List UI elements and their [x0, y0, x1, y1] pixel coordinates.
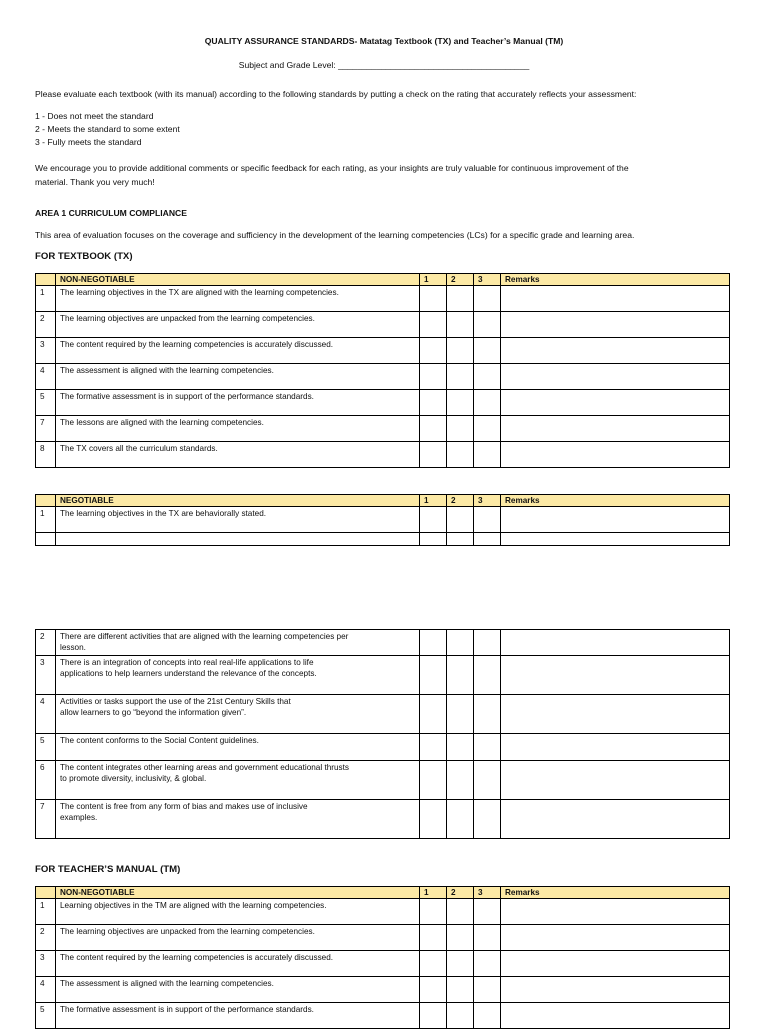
rating-1-cell[interactable]	[420, 286, 447, 312]
remarks-cell[interactable]	[501, 630, 730, 656]
rating-1: 1 - Does not meet the standard	[35, 111, 154, 121]
rating-3-cell[interactable]	[474, 734, 501, 761]
rating-2-cell[interactable]	[447, 899, 474, 925]
header-num-cell	[36, 887, 56, 899]
table-row	[36, 925, 730, 951]
row-number: 5	[36, 390, 56, 416]
area1-description: This area of evaluation focuses on the coverage and sufficiency in the development of the learning competencies (LCs) for a specific grade and learning area.	[35, 230, 635, 240]
row-standard: The assessment is aligned with the learning competencies.	[56, 364, 420, 390]
rating-1-cell[interactable]	[420, 1003, 447, 1029]
area1-title: AREA 1 CURRICULUM COMPLIANCE	[35, 208, 187, 218]
row-number: 2	[36, 312, 56, 338]
table-row	[36, 899, 730, 925]
rating-3-cell[interactable]	[474, 761, 501, 800]
tx-heading: FOR TEXTBOOK (TX)	[35, 251, 133, 262]
header-rating-2: 2	[447, 274, 474, 286]
rating-1-cell[interactable]	[420, 442, 447, 468]
header-rating-1: 1	[420, 887, 447, 899]
remarks-cell[interactable]	[501, 800, 730, 839]
row-line: examples.	[60, 813, 98, 822]
table-row	[36, 312, 730, 338]
row-number	[36, 533, 56, 546]
row-standard	[56, 800, 420, 839]
rating-1-cell[interactable]	[420, 761, 447, 800]
remarks-cell[interactable]	[501, 312, 730, 338]
row-standard: Learning objectives in the TM are aligned with the learning competencies.	[56, 899, 420, 925]
rating-2-cell[interactable]	[447, 734, 474, 761]
rating-1-cell[interactable]	[420, 695, 447, 734]
rating-2-cell[interactable]	[447, 416, 474, 442]
row-line: lesson.	[60, 643, 86, 652]
rating-2-cell[interactable]	[447, 761, 474, 800]
tx-negotiable-continued-table	[35, 629, 730, 839]
header-rating-2: 2	[447, 887, 474, 899]
remarks-cell[interactable]	[501, 338, 730, 364]
tm-heading: FOR TEACHER’S MANUAL (TM)	[35, 864, 181, 875]
rating-1-cell[interactable]	[420, 656, 447, 695]
rating-2-cell[interactable]	[447, 1003, 474, 1029]
row-number: 2	[36, 925, 56, 951]
row-line: allow learners to go “beyond the information given”.	[60, 708, 247, 717]
rating-1-cell[interactable]	[420, 977, 447, 1003]
rating-2-cell[interactable]	[447, 656, 474, 695]
remarks-cell[interactable]	[501, 977, 730, 1003]
rating-3-cell[interactable]	[474, 899, 501, 925]
header-category: NON-NEGOTIABLE	[56, 274, 420, 286]
remarks-cell[interactable]	[501, 761, 730, 800]
rating-3-cell[interactable]	[474, 800, 501, 839]
rating-3-cell[interactable]	[474, 312, 501, 338]
table-row	[36, 338, 730, 364]
instructions: Please evaluate each textbook (with its manual) according to the following standards by putting a check on the rating that accurately reflects your assessment:	[35, 89, 637, 99]
header-remarks: Remarks	[501, 495, 730, 507]
row-line: The content is free from any form of bias and makes use of inclusive	[60, 802, 308, 811]
row-standard: The TX covers all the curriculum standards.	[56, 442, 420, 468]
rating-2-cell[interactable]	[447, 695, 474, 734]
rating-2-cell[interactable]	[447, 364, 474, 390]
row-standard	[56, 656, 420, 695]
header-num-cell	[36, 495, 56, 507]
row-standard: The learning objectives are unpacked from the learning competencies.	[56, 312, 420, 338]
rating-2-cell[interactable]	[447, 800, 474, 839]
rating-2-cell[interactable]	[447, 533, 474, 546]
row-standard: The formative assessment is in support of the performance standards.	[56, 390, 420, 416]
tm-nonnegotiable-table	[35, 886, 730, 1029]
header-category: NON-NEGOTIABLE	[56, 887, 420, 899]
rating-1-cell[interactable]	[420, 630, 447, 656]
header-rating-3: 3	[474, 887, 501, 899]
row-standard: The lessons are aligned with the learning competencies.	[56, 416, 420, 442]
row-number: 3	[36, 656, 56, 695]
row-number: 1	[36, 286, 56, 312]
row-number: 1	[36, 507, 56, 533]
rating-3-cell[interactable]	[474, 507, 501, 533]
table-row	[36, 286, 730, 312]
rating-3-cell[interactable]	[474, 656, 501, 695]
row-standard	[56, 695, 420, 734]
row-line: applications to help learners understand the relevance of the concepts.	[60, 669, 317, 678]
rating-2-cell[interactable]	[447, 442, 474, 468]
row-number: 6	[36, 761, 56, 800]
remarks-cell[interactable]	[501, 533, 730, 546]
remarks-cell[interactable]	[501, 507, 730, 533]
rating-1-cell[interactable]	[420, 951, 447, 977]
encourage-line-1: We encourage you to provide additional comments or specific feedback for each rating, as your insights are truly valuable for continuous improvement of the	[35, 163, 629, 173]
row-number: 3	[36, 951, 56, 977]
header-rating-3: 3	[474, 495, 501, 507]
rating-1-cell[interactable]	[420, 899, 447, 925]
rating-2-cell[interactable]	[447, 286, 474, 312]
table-row	[36, 734, 730, 761]
table-row	[36, 800, 730, 839]
row-line: to promote diversity, inclusivity, & global.	[60, 774, 207, 783]
row-number: 1	[36, 899, 56, 925]
table-row	[36, 533, 730, 546]
row-standard	[56, 761, 420, 800]
table-row	[36, 695, 730, 734]
rating-3-cell[interactable]	[474, 1003, 501, 1029]
rating-2: 2 - Meets the standard to some extent	[35, 124, 180, 134]
remarks-cell[interactable]	[501, 390, 730, 416]
row-number: 5	[36, 1003, 56, 1029]
rating-3-cell[interactable]	[474, 925, 501, 951]
tx-nonnegotiable-table	[35, 273, 730, 468]
header-category: NEGOTIABLE	[56, 495, 420, 507]
remarks-cell[interactable]	[501, 925, 730, 951]
remarks-cell[interactable]	[501, 656, 730, 695]
remarks-cell[interactable]	[501, 695, 730, 734]
rating-1-cell[interactable]	[420, 800, 447, 839]
table-row	[36, 442, 730, 468]
document-title: QUALITY ASSURANCE STANDARDS- Matatag Textbook (TX) and Teacher’s Manual (TM)	[204, 36, 564, 46]
row-number: 7	[36, 800, 56, 839]
rating-1-cell[interactable]	[420, 364, 447, 390]
row-line: There are different activities that are aligned with the learning competencies per	[60, 632, 349, 641]
table-row	[36, 761, 730, 800]
remarks-cell[interactable]	[501, 951, 730, 977]
table-row	[36, 977, 730, 1003]
rating-3-cell[interactable]	[474, 364, 501, 390]
remarks-cell[interactable]	[501, 734, 730, 761]
row-number: 4	[36, 364, 56, 390]
table-row	[36, 1003, 730, 1029]
table-row	[36, 656, 730, 695]
row-line: Activities or tasks support the use of the 21st Century Skills that	[60, 697, 291, 706]
remarks-cell[interactable]	[501, 416, 730, 442]
row-standard	[56, 533, 420, 546]
header-remarks: Remarks	[501, 887, 730, 899]
rating-3-cell[interactable]	[474, 416, 501, 442]
rating-1-cell[interactable]	[420, 507, 447, 533]
table-header-row	[36, 495, 730, 507]
rating-2-cell[interactable]	[447, 977, 474, 1003]
row-number: 8	[36, 442, 56, 468]
row-standard: The content required by the learning competencies is accurately discussed.	[56, 338, 420, 364]
encourage-line-2: material. Thank you very much!	[35, 177, 155, 187]
tx-negotiable-table	[35, 494, 730, 546]
rating-3-cell[interactable]	[474, 695, 501, 734]
remarks-cell[interactable]	[501, 364, 730, 390]
row-number: 4	[36, 977, 56, 1003]
table-row	[36, 630, 730, 656]
rating-1-cell[interactable]	[420, 390, 447, 416]
table-row	[36, 951, 730, 977]
rating-2-cell[interactable]	[447, 507, 474, 533]
row-number: 5	[36, 734, 56, 761]
remarks-cell[interactable]	[501, 1003, 730, 1029]
rating-2-cell[interactable]	[447, 338, 474, 364]
row-standard: The learning objectives in the TX are aligned with the learning competencies.	[56, 286, 420, 312]
table-header-row	[36, 887, 730, 899]
rating-2-cell[interactable]	[447, 925, 474, 951]
row-standard	[56, 734, 420, 761]
rating-3-cell[interactable]	[474, 390, 501, 416]
rating-3-cell[interactable]	[474, 442, 501, 468]
rating-3-cell[interactable]	[474, 630, 501, 656]
header-rating-1: 1	[420, 495, 447, 507]
row-number: 7	[36, 416, 56, 442]
row-standard: The assessment is aligned with the learning competencies.	[56, 977, 420, 1003]
rating-2-cell[interactable]	[447, 312, 474, 338]
table-row	[36, 416, 730, 442]
header-remarks: Remarks	[501, 274, 730, 286]
row-number: 4	[36, 695, 56, 734]
remarks-cell[interactable]	[501, 442, 730, 468]
table-row	[36, 364, 730, 390]
row-line: The content conforms to the Social Content guidelines.	[60, 736, 259, 745]
remarks-cell[interactable]	[501, 286, 730, 312]
row-standard: The content required by the learning competencies is accurately discussed.	[56, 951, 420, 977]
rating-2-cell[interactable]	[447, 390, 474, 416]
subject-grade-label: Subject and Grade Level: ________________________________________	[238, 60, 530, 70]
row-standard: The learning objectives are unpacked from the learning competencies.	[56, 925, 420, 951]
rating-1-cell[interactable]	[420, 312, 447, 338]
rating-2-cell[interactable]	[447, 951, 474, 977]
row-number: 3	[36, 338, 56, 364]
row-standard: The learning objectives in the TX are behaviorally stated.	[56, 507, 420, 533]
row-line: There is an integration of concepts into real real-life applications to life	[60, 658, 314, 667]
rating-3-cell[interactable]	[474, 951, 501, 977]
rating-1-cell[interactable]	[420, 925, 447, 951]
row-standard: The formative assessment is in support of the performance standards.	[56, 1003, 420, 1029]
rating-2-cell[interactable]	[447, 630, 474, 656]
row-line: The content integrates other learning areas and government educational thrusts	[60, 763, 350, 772]
rating-1-cell[interactable]	[420, 533, 447, 546]
row-number: 2	[36, 630, 56, 656]
table-row	[36, 390, 730, 416]
rating-1-cell[interactable]	[420, 416, 447, 442]
table-header-row	[36, 274, 730, 286]
rating-3-cell[interactable]	[474, 533, 501, 546]
header-rating-1: 1	[420, 274, 447, 286]
rating-3-cell[interactable]	[474, 338, 501, 364]
rating-3: 3 - Fully meets the standard	[35, 137, 142, 147]
header-rating-3: 3	[474, 274, 501, 286]
rating-3-cell[interactable]	[474, 977, 501, 1003]
row-standard	[56, 630, 420, 656]
header-num-cell	[36, 274, 56, 286]
header-rating-2: 2	[447, 495, 474, 507]
remarks-cell[interactable]	[501, 899, 730, 925]
rating-1-cell[interactable]	[420, 734, 447, 761]
rating-1-cell[interactable]	[420, 338, 447, 364]
table-row	[36, 507, 730, 533]
rating-3-cell[interactable]	[474, 286, 501, 312]
